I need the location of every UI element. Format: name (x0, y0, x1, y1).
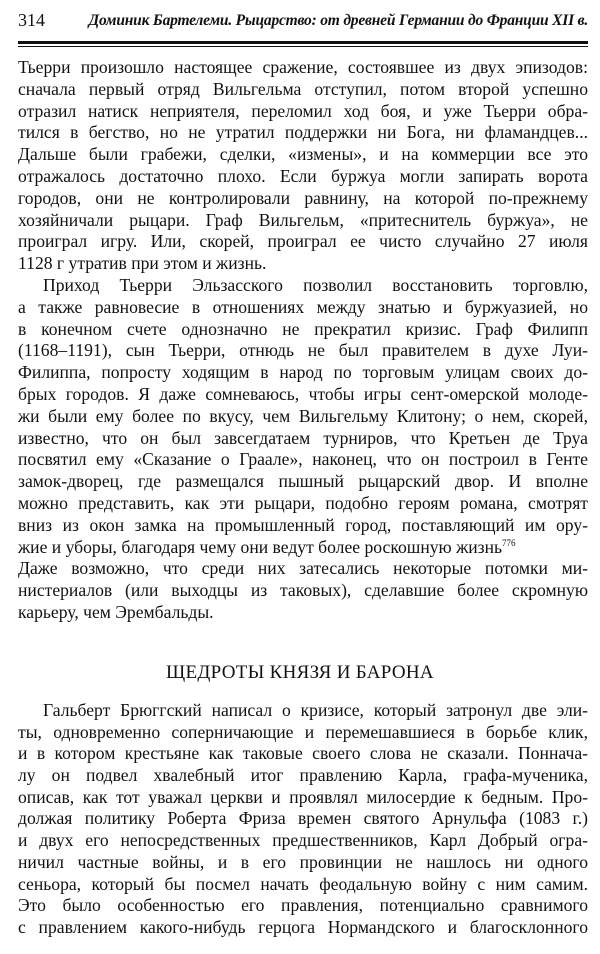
text-line (18, 384, 588, 406)
text-line-content: должая политику Роберта Фриза времен святого Арнульфа (1083 г.) (18, 808, 588, 829)
text-line-content: посвятил ему «Сказание о Граале», наконец, что он построил в Генте (18, 449, 588, 470)
text-line-content: отражалось достаточно плохо. Если буржуа могли запирать ворота (18, 165, 588, 186)
text-line (18, 144, 588, 166)
text-line-content: Приход Тьерри Эльзасского позволил восстановить торговлю, (43, 274, 588, 295)
text-line (18, 188, 588, 210)
text-line-content: а также равновесие в отношениях между знатью и буржуазией, но (18, 296, 588, 317)
text-line-content: можно представить, как эти рыцари, подобно героям романа, смотрят (18, 492, 588, 513)
text-line-content: и двух его непосредственных предшественников, Карл Добрый огра- (18, 830, 588, 851)
text-line (18, 449, 588, 471)
header-rule-thin (18, 46, 588, 47)
text-line-content: сначала первый отряд Вильгельма отступил, потом второй успешно (18, 78, 588, 99)
text-line-content: Филиппа, попросту ходящим в народ по торговым улицам своих до- (18, 362, 588, 383)
text-line-content: 1128 г утратив при этом и жизнь. (18, 253, 267, 274)
text-line-content: лу он подвел хвалебный итог правлению Карла, графа-мученика, (18, 765, 588, 786)
text-line (18, 830, 588, 852)
text-line-content: описав, как тот уважал церкви и проявлял милосердие к бедным. Про- (18, 786, 588, 807)
text-line (18, 362, 588, 384)
text-line (18, 122, 588, 144)
text-line (18, 493, 588, 515)
text-line (18, 428, 588, 450)
text-line-content: хозяйничали рыцари. Граф Вильгельм, «притеснитель буржуа», не (18, 209, 588, 230)
text-line-content: отразил натиск неприятеля, переломил ход боя, и уже Тьерри обра- (18, 100, 588, 121)
text-line-content: ничил частные войны, и в его провинции не нашлось ни одного (18, 851, 588, 872)
running-header (18, 10, 588, 34)
text-line-content: Даже возможно, что среди них затесались некоторые потомки ми- (18, 558, 588, 579)
section-heading: ЩЕДРОТЫ КНЯЗЯ И БАРОНА (166, 662, 434, 683)
text-line (18, 210, 588, 232)
text-line-content: вниз из окон замка на промышленный город, поставляющий им ору- (18, 514, 588, 535)
text-line (18, 743, 588, 765)
text-line (18, 101, 588, 123)
text-line (18, 895, 588, 917)
text-line-content: с правлением какого-нибудь герцога Нормандского и благосклонного (18, 916, 588, 937)
text-line-content: жие и уборы, благодаря чему они ведут более роскошную жизнь (18, 536, 503, 557)
text-line (18, 700, 588, 722)
text-line (18, 874, 588, 896)
text-line-content: проиграл игру. Или, скорей, проиграл ее чисто случайно 27 июля (18, 231, 588, 252)
text-line-content: замок-дворец, где размещался пышный рыцарский двор. И вполне (18, 471, 588, 492)
text-line (18, 275, 588, 297)
text-line (18, 537, 588, 559)
text-line (18, 515, 588, 537)
text-line (18, 57, 588, 79)
text-line (18, 580, 588, 602)
header-rule-thick (18, 41, 588, 44)
text-line (18, 808, 588, 830)
text-line (18, 765, 588, 787)
text-line (18, 166, 588, 188)
running-title: Доминик Бартелеми. Рыцарство: от древней Германии до Франции XII в. (88, 12, 588, 29)
text-line (18, 297, 588, 319)
text-line (18, 79, 588, 101)
text-line-content: жи были ему более по вкусу, чем Вильгельму Клитону; о нем, скорей, (18, 405, 588, 426)
text-line-content: ты, одновременно соперничающие и перемешавшиеся в борьбе клик, (18, 721, 588, 742)
text-line (18, 602, 588, 624)
text-line-content: Это было особенностью его правления, потенциально сравнимого (18, 895, 588, 916)
text-line (18, 319, 588, 341)
text-line (18, 406, 588, 428)
page-number: 314 (18, 10, 45, 30)
text-line-content: в конечном счете однозначно не прекратил кризис. Граф Филипп (18, 318, 588, 339)
text-line (18, 253, 588, 275)
text-line (18, 852, 588, 874)
text-line-content: карьеру, чем Эрембальды. (18, 601, 214, 622)
text-line-content: Дальше были грабежи, сделки, «измены», и на коммерции все это (18, 144, 588, 165)
body-text-section-1 (18, 57, 588, 624)
text-line-content: тился в бегство, но не утратил поддержки ни Бога, ни фламандцев... (18, 122, 588, 143)
text-line-content: Тьерри произошло настоящее сражение, состоявшее из двух эпизодов: (18, 57, 588, 77)
text-line-content: городов, они не контролировали равнину, на которой по-прежнему (18, 187, 588, 208)
text-line (18, 471, 588, 493)
text-line (18, 231, 588, 253)
text-line (18, 787, 588, 809)
text-line-content: нистериалов (или выходцы из таковых), сделавшие более скромную (18, 580, 588, 601)
text-line-content: известно, что он был завсегдатаем турниров, что Кретьен де Труа (18, 427, 588, 448)
footnote-reference[interactable]: 776 (502, 537, 516, 548)
text-line-content: Гальберт Брюггский написал о кризисе, который затронул две эли- (43, 700, 588, 720)
text-line (18, 722, 588, 744)
text-line (18, 340, 588, 362)
text-line-content: сеньора, который бы посмел начать феодальную войну с ним самим. (18, 873, 588, 894)
text-line (18, 558, 588, 580)
text-line-content: и в котором крестьяне как таковые своего слова не сказали. Поннача- (18, 743, 588, 764)
text-line-content: (1168–1191), сын Тьерри, отнюдь не был правителем в духе Луи- (18, 340, 588, 361)
text-line (18, 917, 588, 939)
text-line-content: брых городов. Я даже сомневаюсь, чтобы игры сент-омерской молоде- (18, 383, 588, 404)
body-text-section-2 (18, 700, 588, 939)
